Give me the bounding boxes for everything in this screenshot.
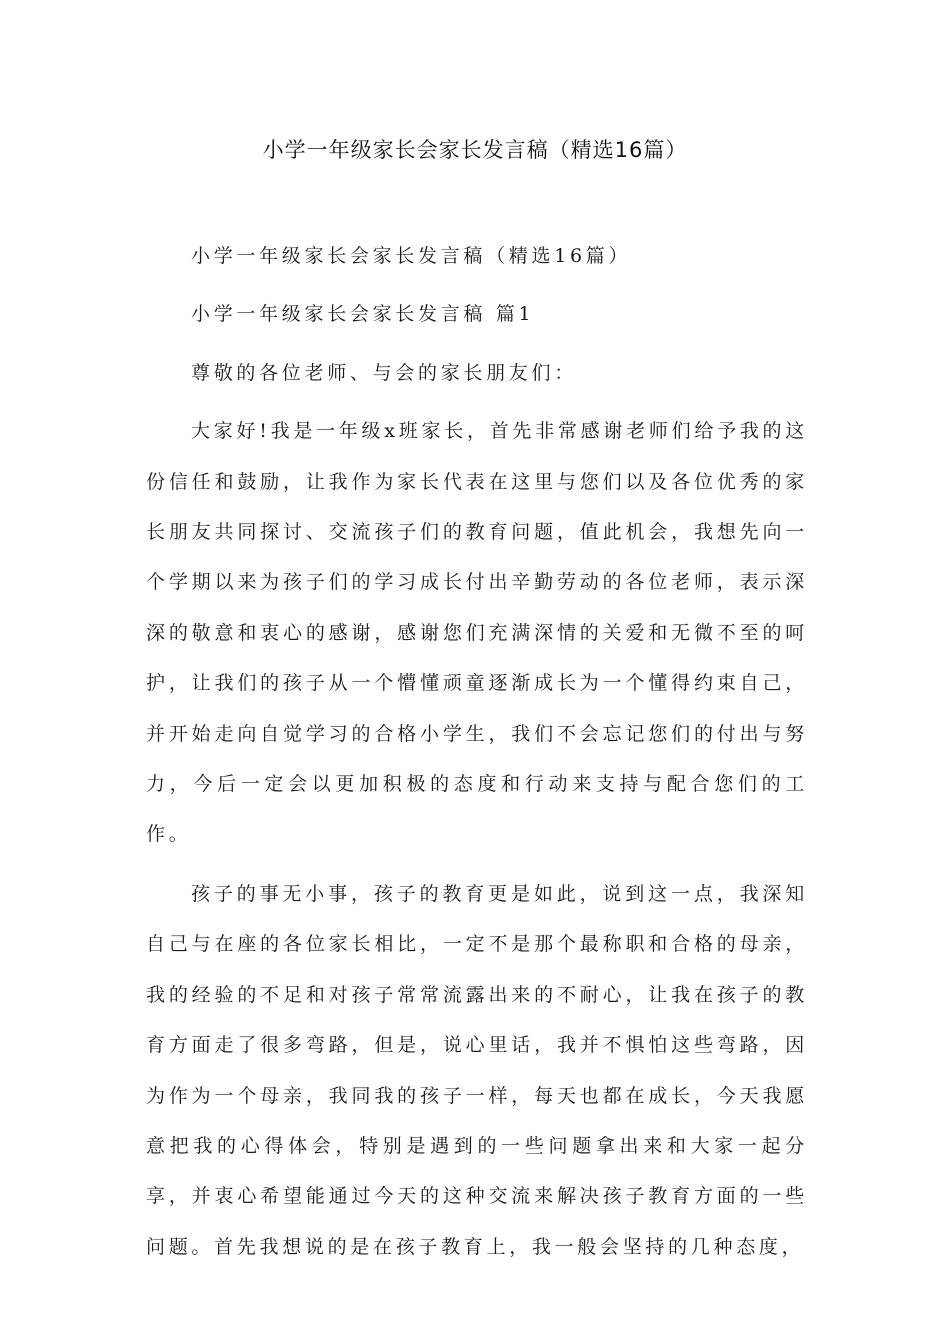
paragraph-section-title: 小学一年级家长会家长发言稿 篇1 (191, 303, 535, 326)
document-body (146, 231, 808, 1272)
paragraph-body: 大家好!我是一年级x班家长，首先非常感谢老师们给予我的这份信任和鼓励，让我作为家长代表在这里与您们以及各位优秀的家长朋友共同探讨、交流孩子们的教育问题，值此机会，我想先向一个学期以来为孩子们的学习成长付出辛勤劳动的各位老师，表示深深的敬意和衷心的感谢，感谢您们充满深情的关爱和无微不至的呵护，让我们的孩子从一个懵懂顽童逐渐成长为一个懂得约束自己，并开始走向自觉学习的合格小学生，我们不会忘记您们的付出与努力，今后一定会以更加积极的态度和行动来支持与配合您们的工作。 (146, 420, 808, 846)
paragraph-salutation: 尊敬的各位老师、与会的家长朋友们： (191, 361, 577, 384)
paragraph-body: 孩子的事无小事，孩子的教育更是如此，说到这一点，我深知自己与在座的各位家长相比，一定不是那个最称职和合格的母亲，我的经验的不足和对孩子常常流露出来的不耐心，让我在孩子的教育方面走了很多弯路，但是，说心里话，我并不惧怕这些弯路，因为作为一个母亲，我同我的孩子一样，每天也都在成长，今天我愿意把我的心得体会，特别是遇到的一些问题拿出来和大家一起分享，并衷心希望能通过今天的这种交流来解决孩子教育方面的一些问题。首先我想说的是在孩子教育上，我一般会坚持的几种态度， (146, 882, 808, 1258)
paragraph-heading: 小学一年级家长会家长发言稿（精选16篇） (191, 245, 632, 267)
document-title: 小学一年级家长会家长发言稿（精选16篇） (262, 138, 688, 162)
